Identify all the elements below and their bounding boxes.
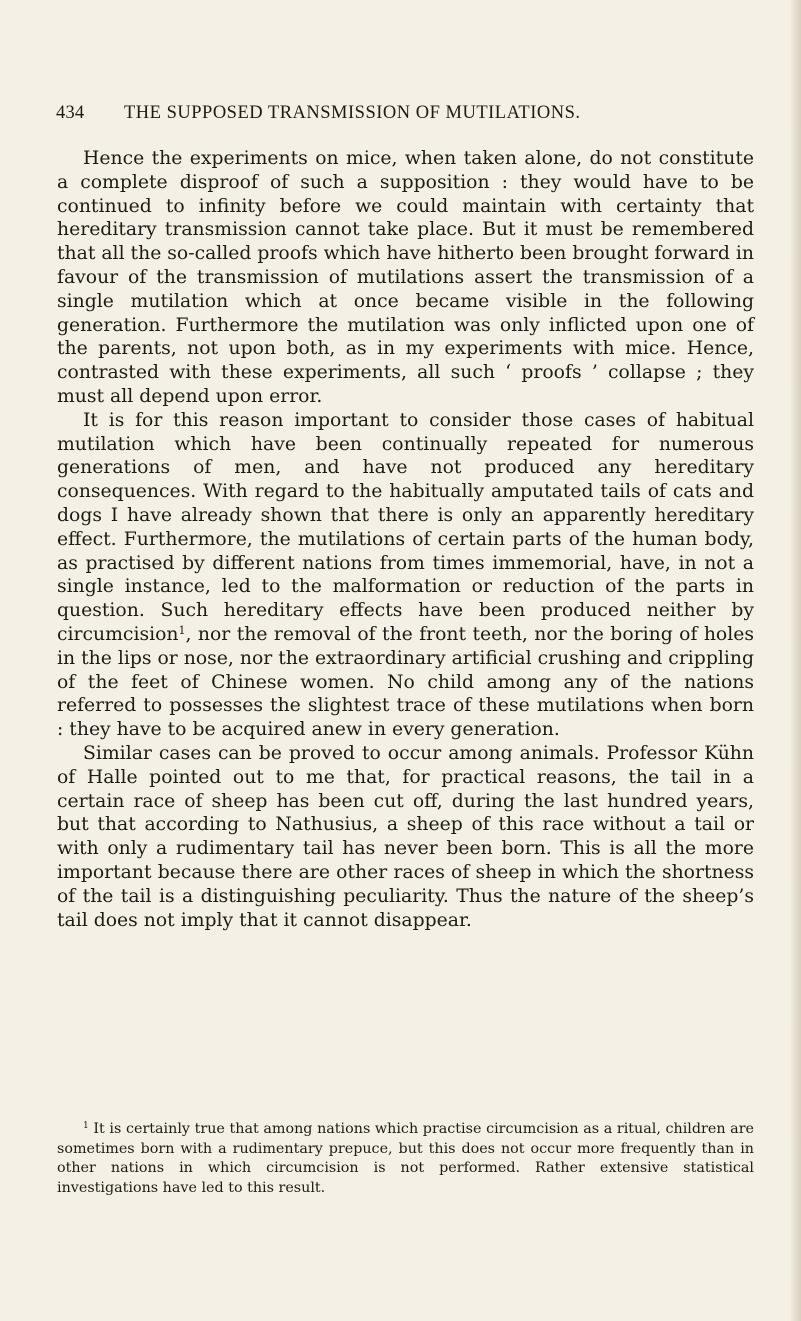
running-title: THE SUPPOSED TRANSMISSION OF MUTILATIONS. <box>124 103 581 123</box>
paragraph-2-text-start: It is for this reason important to consider those cases of habitual mutilation which have been continually repeated for numerous generations of men, and have not produced any hereditary consequences. With regard to the habitually amputated tails of cats and dogs I have already shown that there is only an apparently hereditary effect. Furthermore, the mutilations of certain parts of the human body, as practised by different nations from times immemorial, have, in not a single instance, led to the malformation or reduction of the parts in question. Such hereditary effects have been produced neither by circumcision <box>57 409 754 645</box>
paragraph-2-text-end: , nor the removal of the front teeth, nor the boring of holes in the lips or nose, nor the extraordinary artificial crushing and crippling of the feet of Chinese women. No child among any of the nations referred to possesses the slightest trace of these mutilations when born : they have to be acquired anew in every generation. <box>57 623 754 741</box>
body-text <box>57 147 754 932</box>
footnote-text: It is certainly true that among nations which practise circumcision as a ritual, children are sometimes born with a rudimentary prepuce, but this does not occur more frequently than in other nations in which circumcision is not performed. Rather extensive statistical investigations have led to this result. <box>57 1121 754 1196</box>
running-header <box>56 103 756 127</box>
paragraph-2 <box>57 409 754 742</box>
footnote <box>57 1120 754 1198</box>
footnote-reference: 1 <box>178 623 186 637</box>
page-number: 434 <box>56 103 85 123</box>
footnote-marker: 1 <box>83 1121 89 1131</box>
paragraph-3: Similar cases can be proved to occur among animals. Professor Kühn of Halle pointed out to me that, for practical reasons, the tail in a certain race of sheep has been cut off, during the last hundred years, but that according to Nathusius, a sheep of this race without a tail or with only a rudimentary tail has never been born. This is all the more important because there are other races of sheep in which the shortness of the tail is a distinguishing peculiarity. Thus the nature of the sheep’s tail does not imply that it cannot disappear. <box>57 742 754 931</box>
paragraph-1: Hence the experiments on mice, when taken alone, do not constitute a complete disproof of such a supposition : they would have to be continued to infinity before we could maintain with certainty that hereditary transmission cannot take place. But it must be remembered that all the so-called proofs which have hitherto been brought forward in favour of the transmission of mutilations assert the transmission of a single mutilation which at once became visible in the following generation. Furthermore the mutilation was only inflicted upon one of the parents, not upon both, as in my experiments with mice. Hence, contrasted with these experiments, all such ‘ proofs ’ collapse ; they must all depend upon error. <box>57 148 754 407</box>
page-edge-shadow <box>791 0 801 1321</box>
